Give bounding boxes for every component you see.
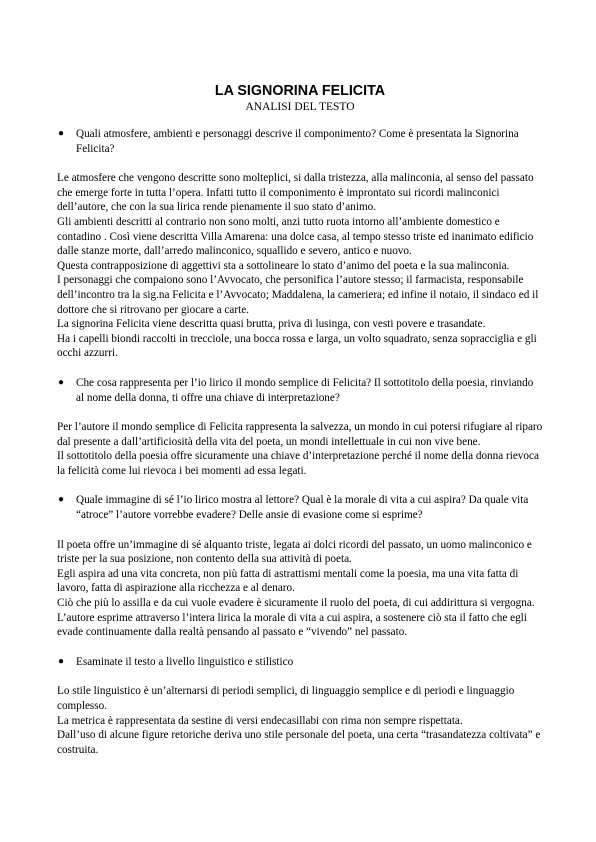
bullet-icon: ● [58, 376, 65, 388]
paragraph: I personaggi che compaiono sono l’Avvocato, che personifica l’autore stesso; il farmacista, responsabile dell’incontro tra la sig.na Felicita e l’Avvocato; Maddalena, la cameriera; ed infine il notaio, il sindaco ed il dottore che si ritrovano per giocare a carte. [57, 274, 539, 316]
paragraph: Per l’autore il mondo semplice di Felicita rappresenta la salvezza, un mondo in cui potersi rifugiare al riparo dal presente a dall’artificiosità della vita del poeta, un mondi intellettuale in cui non vive bene. [57, 421, 543, 448]
question-text: Quali atmosfere, ambienti e personaggi descrive il componimento? Come è presentata la Signorina Felicita? [76, 128, 519, 155]
paragraph: Gli ambienti descritti al contrario non sono molti, anzi tutto ruota intorno all’ambiente domestico e contadino . Così viene descritta Villa Amarena: una dolce casa, al tempo stesso triste ed inanimato edificio dalle stanze morte, dall’arredo malinconico, squallido e severo, antico e nuovo. [57, 215, 534, 258]
question-text: Esaminate il testo a livello linguistico e stilistico [76, 655, 294, 668]
paragraph: La signorina Felicita viene descritta quasi brutta, priva di lusinga, con vesti povere e trasandate. [57, 318, 486, 331]
question-text: Quale immagine di sé l’io lirico mostra al lettore? Qual è la morale di vita a cui aspira? Da quale vita “atroce” l’autore vorrebbe evadere? Delle ansie di evasione come si esprime? [76, 494, 529, 522]
paragraph: Il sottotitolo della poesia offre sicuramente una chiave d’interpretazione perché il nome della donna rievoca la felicità come lui rievoca i bei momenti ad essa legati. [57, 450, 539, 477]
paragraph: La metrica è rappresentata da sestine di versi endecasillabi con rima non sempre rispettata. [57, 714, 463, 727]
bullet-icon: ● [58, 494, 65, 506]
question-text: Che cosa rappresenta per l’io lirico il mondo semplice di Felicita? Il sottotitolo della poesia, rinviando al nome della donna, ti offre una chiave di interpretazione? [76, 376, 534, 404]
paragraph: L’autore esprime attraverso l’intera lirica la morale di vita a cui aspira, a sostenere ciò sta il fatto che egli evade continuamente dalla realtà pensando al passato e “vivendo” nel passato. [57, 611, 527, 639]
section-2 [57, 376, 543, 479]
question-1 [57, 127, 543, 156]
paragraph: Ciò che più lo assilla e da cui vuole evadere è sicuramente il ruolo del poeta, di cui addirittura si vergogna. [57, 597, 535, 610]
section-4 [57, 655, 543, 758]
section-1 [57, 127, 543, 361]
question-2 [57, 376, 543, 405]
question-3 [57, 493, 543, 522]
document-subtitle: ANALISI DEL TESTO [245, 101, 355, 113]
document-title: LA SIGNORINA FELICITA [214, 83, 386, 99]
section-3 [57, 493, 543, 639]
document-page [57, 82, 543, 772]
question-4 [57, 655, 543, 670]
paragraph: Questa contrapposizione di aggettivi sta a sottolineare lo stato d’animo del poeta e la sua malinconia. [57, 259, 510, 272]
paragraph: Ha i capelli biondi raccolti in trecciole, una bocca rossa e larga, un volto squadrato, senza sopracciglia e gli occhi azzurri. [57, 332, 537, 360]
paragraph: Egli aspira ad una vita concreta, non più fatta di astrattismi mentali come la poesia, ma una vita fatta di lavoro, fatta di aspirazione alla ricchezza e al denaro. [57, 567, 519, 595]
paragraph: Il poeta offre un’immagine di sé alquanto triste, legata ai dolci ricordi del passato, un uomo malinconico e triste per la sua posizione, non contento della sua attività di poeta. [57, 538, 532, 566]
paragraph: Lo stile linguistico è un’alternarsi di periodi semplici, di linguaggio semplice e di periodi e linguaggio complesso. [57, 685, 515, 712]
bullet-icon: ● [58, 128, 65, 139]
bullet-icon: ● [58, 655, 65, 667]
paragraph: Le atmosfere che vengono descritte sono molteplici, si dalla tristezza, alla malinconia, al senso del passato che emerge forte in tutta l’opera. Infatti tutto il componimento è improntato sui ricordi malinconici dell’autore, che con la sua lirica rende pienamente il suo stato d’animo. [57, 172, 534, 214]
paragraph: Dall’uso di alcune figure retoriche deriva uno stile personale del poeta, una certa “trasandatezza coltivata” e costruita. [57, 729, 541, 756]
